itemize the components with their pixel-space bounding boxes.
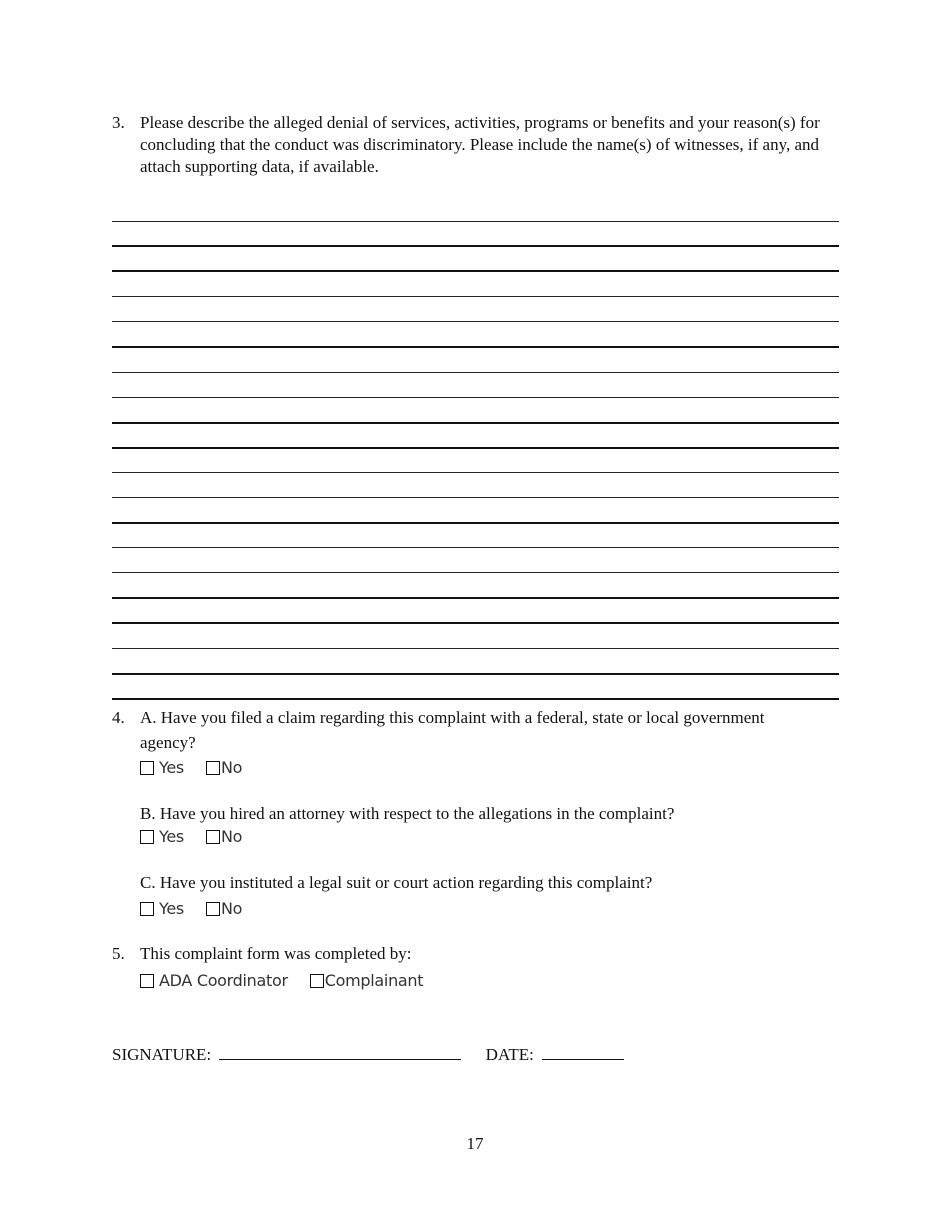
- date-field[interactable]: [542, 1043, 624, 1060]
- checkbox[interactable]: [206, 902, 220, 916]
- question-4b: [112, 803, 838, 825]
- answer-line[interactable]: [112, 547, 839, 548]
- checkbox[interactable]: [140, 902, 154, 916]
- date-label: DATE:: [485, 1045, 534, 1064]
- answer-line[interactable]: [112, 397, 839, 398]
- checkbox[interactable]: [140, 761, 154, 775]
- question-4a: [112, 705, 838, 755]
- answer-line[interactable]: [112, 245, 839, 247]
- checkbox[interactable]: [206, 761, 220, 775]
- checkbox[interactable]: [140, 830, 154, 844]
- answer-line[interactable]: [112, 372, 839, 373]
- answer-line[interactable]: [112, 472, 839, 473]
- answer-line[interactable]: [112, 622, 839, 624]
- question-3: [112, 112, 838, 178]
- answer-line[interactable]: [112, 321, 839, 322]
- checkbox[interactable]: [206, 830, 220, 844]
- answer-line[interactable]: [112, 447, 839, 449]
- checkbox[interactable]: [310, 974, 324, 988]
- answer-line[interactable]: [112, 422, 839, 424]
- checkbox[interactable]: [140, 974, 154, 988]
- answer-line[interactable]: [112, 572, 839, 573]
- answer-line[interactable]: [112, 296, 839, 297]
- question-4c: [112, 872, 838, 894]
- answer-line[interactable]: [112, 597, 839, 599]
- complainant-option[interactable]: Complainant: [310, 971, 423, 990]
- answer-line[interactable]: [112, 673, 839, 675]
- signature-field[interactable]: [219, 1043, 461, 1060]
- answer-line[interactable]: [112, 648, 839, 649]
- answer-line[interactable]: [112, 221, 839, 222]
- question-text: C. Have you instituted a legal suit or court action regarding this complaint?: [140, 873, 653, 892]
- signature-label: SIGNATURE:: [112, 1045, 212, 1064]
- question-5: [112, 943, 838, 965]
- q4b-options: [140, 827, 264, 846]
- question-number: 3.: [112, 113, 125, 132]
- answer-line[interactable]: [112, 522, 839, 524]
- answer-line[interactable]: [112, 698, 839, 700]
- question-number: 5.: [112, 944, 125, 963]
- question-text: This complaint form was completed by:: [140, 944, 412, 963]
- q4a-yes-option[interactable]: Yes: [140, 758, 184, 777]
- q4c-yes-option[interactable]: Yes: [140, 899, 184, 918]
- q4c-options: [140, 899, 264, 918]
- question-text: A. Have you filed a claim regarding this complaint with a federal, state or local government agency?: [140, 708, 765, 752]
- q4c-no-option[interactable]: No: [206, 899, 242, 918]
- page-number: 17: [466, 1134, 484, 1153]
- q4a-options: [140, 758, 264, 777]
- q5-options: [140, 971, 445, 990]
- q4a-no-option[interactable]: No: [206, 758, 242, 777]
- q4b-yes-option[interactable]: Yes: [140, 827, 184, 846]
- answer-line[interactable]: [112, 346, 839, 348]
- q4b-no-option[interactable]: No: [206, 827, 242, 846]
- ada-coordinator-option[interactable]: ADA Coordinator: [140, 971, 288, 990]
- answer-line[interactable]: [112, 497, 839, 498]
- signature-row: [112, 1043, 624, 1065]
- question-text: Please describe the alleged denial of services, activities, programs or benefits and your reason(s) for concluding that the conduct was discriminatory. Please include the name(s) of witnesses, if any, and attach supporting data, if available.: [140, 113, 820, 176]
- answer-line[interactable]: [112, 270, 839, 272]
- question-text: B. Have you hired an attorney with respect to the allegations in the complaint?: [140, 804, 675, 823]
- question-number: 4.: [112, 708, 125, 727]
